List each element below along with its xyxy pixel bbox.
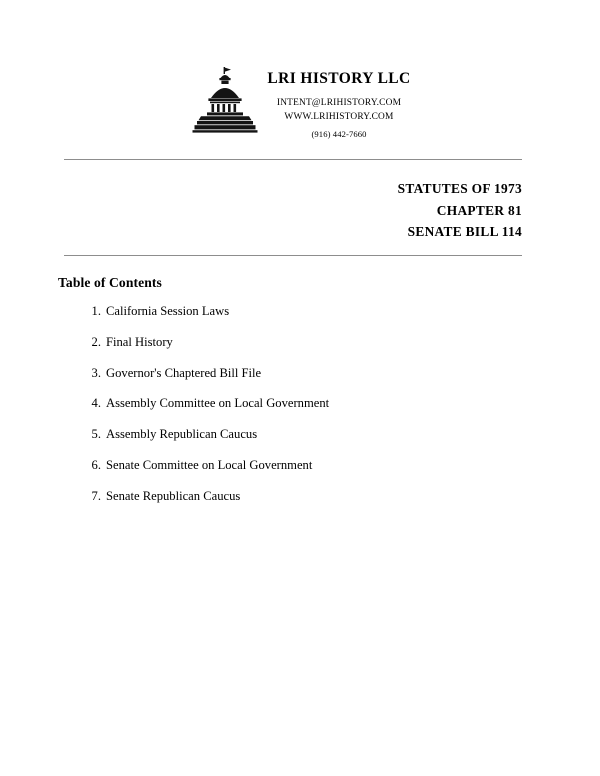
- list-item[interactable]: Assembly Republican Caucus: [106, 427, 258, 442]
- title-block: [64, 178, 522, 243]
- divider-top: [64, 159, 522, 160]
- chapter-number: CHAPTER 81: [436, 202, 522, 218]
- bill-number: SENATE BILL 114: [407, 224, 522, 240]
- table-of-contents-heading: Table of Contents: [58, 275, 162, 290]
- company-email: INTENT@LRIHISTORY.COM: [276, 97, 402, 108]
- list-item[interactable]: California Session Laws: [106, 304, 230, 318]
- statutes-year: STATUTES OF 1973: [397, 181, 522, 196]
- list-item[interactable]: Senate Committee on Local Government: [106, 457, 313, 472]
- capitol-dome-icon: [189, 64, 261, 136]
- company-name: LRI HISTORY LLC: [267, 70, 411, 87]
- letterhead: [0, 58, 600, 141]
- list-item[interactable]: Assembly Committee on Local Government: [106, 396, 330, 411]
- divider-bottom: [64, 255, 522, 256]
- list-item[interactable]: Governor's Chaptered Bill File: [106, 365, 262, 380]
- company-website: WWW.LRIHISTORY.COM: [284, 112, 394, 123]
- letterhead-text: [267, 58, 410, 141]
- company-phone: (916) 442-7660: [311, 128, 367, 139]
- table-of-contents-list: [58, 305, 566, 520]
- list-item[interactable]: Final History: [106, 334, 173, 349]
- list-item[interactable]: Senate Republican Caucus: [106, 488, 241, 503]
